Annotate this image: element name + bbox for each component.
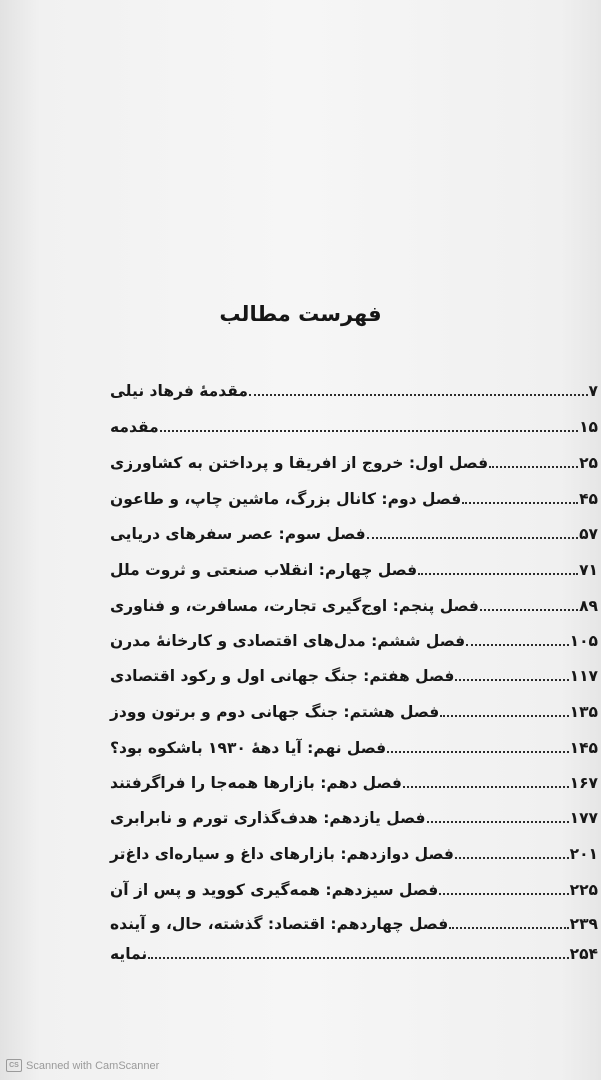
dot-leader [439,892,568,895]
toc-entry-title: فصل دوم: کانال بزرگ، ماشین چاپ، و طاعون [110,490,462,508]
toc-entry-page: ۲۰۱ [569,845,598,863]
toc-entry-title: فصل چهارم: انقلاب صنعتی و ثروت ملل [110,561,418,579]
toc-entry-page: ۵۷ [579,525,598,543]
toc-entry-page: ۱۴۵ [569,739,598,757]
toc-entry-title: فصل هشتم: جنگ جهانی دوم و برتون وودز [110,703,440,721]
toc-entry-page: ۸۹ [579,597,598,615]
toc-entry-title: فصل سوم: عصر سفرهای دریایی [110,525,366,543]
dot-leader [455,856,569,859]
toc-entry-page: ۱۰۵ [569,632,598,650]
toc-entry-title: نمایه [110,945,148,963]
toc-entry-title: فصل پنجم: اوج‌گیری تجارت، مسافرت، و فناوری [110,597,479,615]
toc-entry-page: ۱۵ [579,418,598,436]
toc-entry-page: ۲۵۴ [569,945,598,963]
toc-entry-title: مقدمه [110,418,159,436]
dot-leader [489,465,578,468]
toc-entry-title: فصل یازدهم: هدف‌گذاری تورم و نابرابری [110,809,426,827]
dot-leader [480,608,578,611]
scanner-watermark [6,1059,159,1072]
toc-entry-title: فصل سیزدهم: همه‌گیری کووید و پس از آن [110,881,439,899]
toc-entry-page: ۱۳۵ [569,703,598,721]
toc-entry[interactable] [108,657,600,687]
toc-entry-title: فصل هفتم: جنگ جهانی اول و رکود اقتصادی [110,667,455,685]
toc-entry-title: فصل دوازدهم: بازارهای داغ و سیاره‌ای داغ‌تر [110,845,454,863]
toc-entry-title: مقدمهٔ فرهاد نیلی [110,382,248,400]
toc-entry-page: ۷ [588,382,598,400]
dot-leader [160,429,578,432]
toc-entry[interactable] [108,515,600,545]
camscanner-logo-icon: CS [6,1059,22,1072]
dot-leader [440,714,568,717]
toc-entry-title: فصل نهم: آیا دههٔ ۱۹۳۰ باشکوه بود؟ [110,739,387,757]
dot-leader [418,572,578,575]
page-title: فهرست مطالب [219,302,382,326]
dot-leader [455,678,568,681]
toc-entry[interactable] [108,905,600,935]
toc-entry-title: فصل دهم: بازارها همه‌جا را فراگرفتند [110,774,402,792]
toc-entry[interactable] [108,764,600,794]
toc-entry[interactable] [108,835,600,865]
toc-entry-page: ۲۲۵ [569,881,598,899]
toc-entry[interactable] [108,729,600,759]
toc-entry[interactable] [108,871,600,901]
toc-entry-page: ۷۱ [579,561,598,579]
dot-leader [427,820,569,823]
dot-leader [387,750,568,753]
dot-leader [466,643,568,646]
toc-entry[interactable] [108,480,600,510]
toc-entry-page: ۴۵ [579,490,598,508]
toc-entry-page: ۲۵ [579,454,598,472]
toc-entry[interactable] [108,693,600,723]
toc-entry[interactable] [108,444,600,474]
dot-leader [148,956,568,959]
toc-entry-page: ۱۱۷ [569,667,598,685]
toc-entry-page: ۲۳۹ [569,915,598,933]
dot-leader [449,926,568,929]
toc-entry[interactable] [108,372,600,402]
toc-entry[interactable] [108,408,600,438]
dot-leader [462,501,578,504]
toc-entry[interactable] [108,935,600,965]
toc-entry[interactable] [108,622,600,652]
toc-entry[interactable] [108,799,600,829]
toc-entry-page: ۱۶۷ [569,774,598,792]
watermark-text: Scanned with CamScanner [26,1059,160,1072]
dot-leader [403,785,569,788]
toc-entry-title: فصل ششم: مدل‌های اقتصادی و کارخانهٔ مدرن [110,632,466,650]
dot-leader [367,536,578,539]
toc-entry-title: فصل چهاردهم: اقتصاد: گذشته، حال، و آینده [110,915,449,933]
toc-entry-page: ۱۷۷ [569,809,598,827]
toc-entry-title: فصل اول: خروج از افریقا و پرداختن به کشاورزی [110,454,489,472]
toc-entry[interactable] [108,587,600,617]
toc-entry[interactable] [108,551,600,581]
dot-leader [249,393,588,396]
